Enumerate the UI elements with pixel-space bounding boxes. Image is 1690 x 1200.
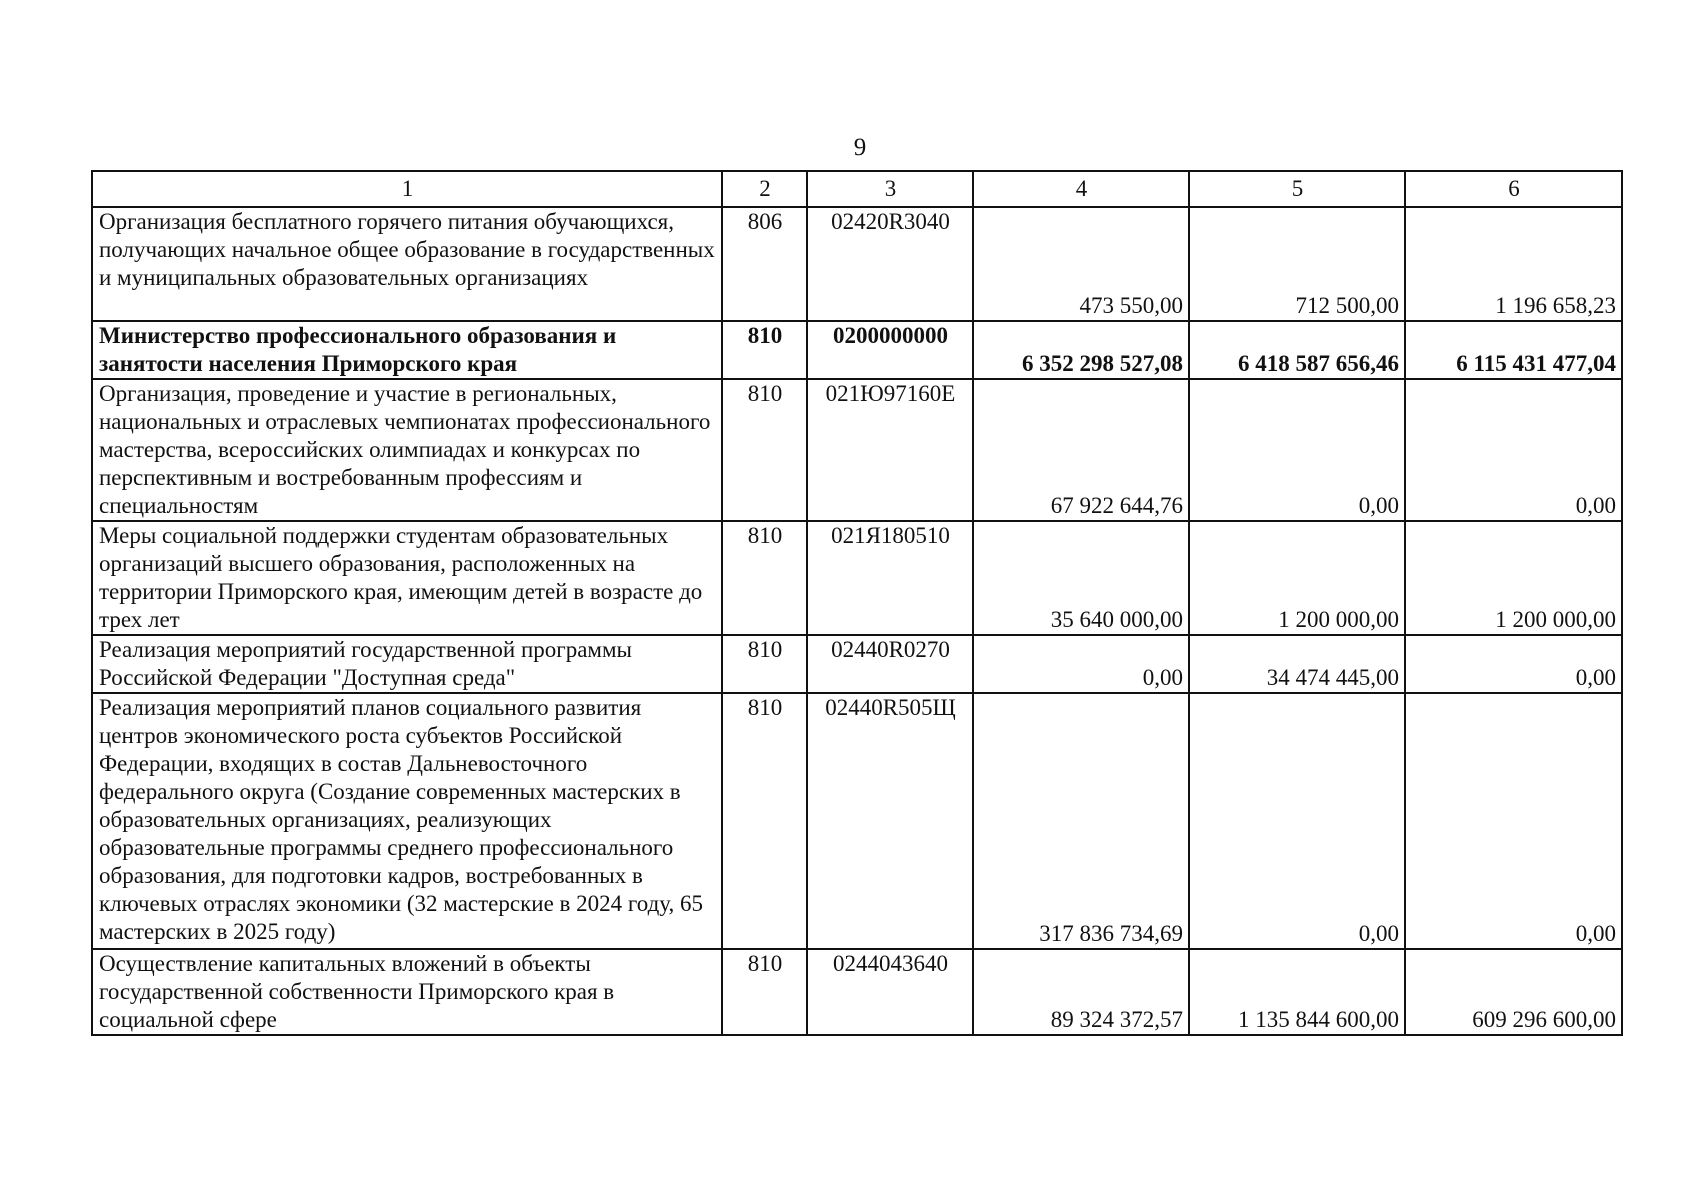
column-number-4: 4 — [973, 171, 1189, 207]
department-code: 810 — [722, 635, 807, 693]
table-row — [92, 521, 1622, 635]
budget-table — [91, 170, 1623, 1036]
amount-col-5: 0,00 — [1189, 693, 1405, 949]
amount-col-4: 67 922 644,76 — [973, 379, 1189, 521]
table-row-ministry — [92, 321, 1622, 379]
table-row — [92, 379, 1622, 521]
target-article-code: 02440R0270 — [807, 635, 973, 693]
column-number-3: 3 — [807, 171, 973, 207]
amount-col-4: 317 836 734,69 — [973, 693, 1189, 949]
amount-col-5: 34 474 445,00 — [1189, 635, 1405, 693]
amount-col-5: 1 200 000,00 — [1189, 521, 1405, 635]
item-name: Осуществление капитальных вложений в объекты государственной собственности Приморского края в социальной сфере — [92, 949, 722, 1035]
amount-col-6: 0,00 — [1405, 379, 1622, 521]
amount-col-6: 6 115 431 477,04 — [1405, 321, 1622, 379]
amount-col-4: 35 640 000,00 — [973, 521, 1189, 635]
department-code: 810 — [722, 949, 807, 1035]
target-article-code: 02420R3040 — [807, 207, 973, 321]
amount-col-5: 1 135 844 600,00 — [1189, 949, 1405, 1035]
amount-col-6: 0,00 — [1405, 635, 1622, 693]
item-name: Организация, проведение и участие в региональных, национальных и отраслевых чемпионатах профессионального мастерства, всероссийских олимпиадах и конкурсах по перспективным и востребованным профессиям и специальностям — [92, 379, 722, 521]
target-article-code: 021Я180510 — [807, 521, 973, 635]
target-article-code: 0200000000 — [807, 321, 973, 379]
item-name: Реализация мероприятий государственной программы Российской Федерации "Доступная среда" — [92, 635, 722, 693]
column-number-5: 5 — [1189, 171, 1405, 207]
amount-col-5: 712 500,00 — [1189, 207, 1405, 321]
column-number-row — [92, 171, 1622, 207]
target-article-code: 02440R505Щ — [807, 693, 973, 949]
item-name: Организация бесплатного горячего питания обучающихся, получающих начальное общее образование в государственных и муниципальных образовательных организациях — [92, 207, 722, 321]
table-row — [92, 949, 1622, 1035]
department-code: 810 — [722, 693, 807, 949]
amount-col-6: 609 296 600,00 — [1405, 949, 1622, 1035]
amount-col-4: 0,00 — [973, 635, 1189, 693]
amount-col-6: 1 200 000,00 — [1405, 521, 1622, 635]
amount-col-6: 1 196 658,23 — [1405, 207, 1622, 321]
target-article-code: 0244043640 — [807, 949, 973, 1035]
table-row — [92, 693, 1622, 949]
column-number-2: 2 — [722, 171, 807, 207]
column-number-1: 1 — [92, 171, 722, 207]
amount-col-6: 0,00 — [1405, 693, 1622, 949]
department-code: 810 — [722, 379, 807, 521]
department-code: 806 — [722, 207, 807, 321]
table-row — [92, 207, 1622, 321]
department-code: 810 — [722, 321, 807, 379]
page-number: 9 — [853, 134, 867, 161]
amount-col-5: 6 418 587 656,46 — [1189, 321, 1405, 379]
department-code: 810 — [722, 521, 807, 635]
amount-col-4: 6 352 298 527,08 — [973, 321, 1189, 379]
amount-col-4: 473 550,00 — [973, 207, 1189, 321]
table-row — [92, 635, 1622, 693]
amount-col-5: 0,00 — [1189, 379, 1405, 521]
item-name: Меры социальной поддержки студентам образовательных организаций высшего образования, расположенных на территории Приморского края, имеющим детей в возрасте до трех лет — [92, 521, 722, 635]
item-name: Реализация мероприятий планов социального развития центров экономического роста субъектов Российской Федерации, входящих в состав Дальневосточного федерального округа (Создание современных мастерских в образовательных организациях, реализующих образовательные программы среднего профессионального образования, для подготовки кадров, востребованных в ключевых отраслях экономики (32 мастерские в 2024 году, 65 мастерских в 2025 году) — [92, 693, 722, 949]
target-article-code: 021Ю97160Е — [807, 379, 973, 521]
amount-col-4: 89 324 372,57 — [973, 949, 1189, 1035]
item-name: Министерство профессионального образования и занятости населения Приморского края — [92, 321, 722, 379]
column-number-6: 6 — [1405, 171, 1622, 207]
